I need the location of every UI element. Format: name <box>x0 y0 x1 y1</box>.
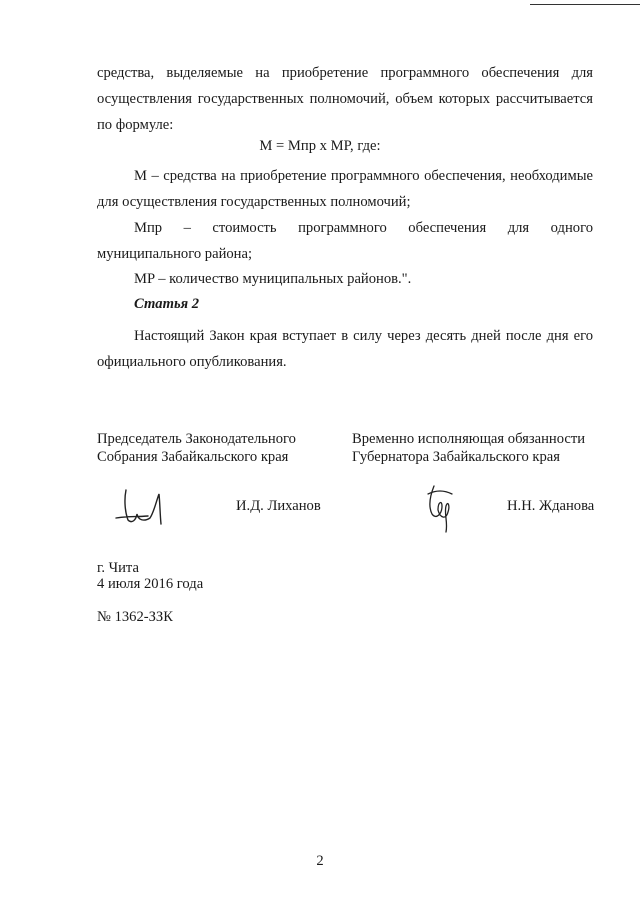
paragraph-article-2: Настоящий Закон края вступает в силу через десять дней после дня его официального опубликования. <box>97 328 593 370</box>
right-signatory-title <box>352 430 585 466</box>
formula: M = Mпр x MP, где: <box>259 138 381 154</box>
left-title-line-2: Собрания Забайкальского края <box>97 449 289 465</box>
right-handwritten-signature <box>422 480 462 538</box>
date: 4 июля 2016 года <box>97 576 204 592</box>
paragraph-mpr-definition: Mпр – стоимость программного обеспечения для одного муниципального района; <box>97 220 593 262</box>
article-heading: Статья 2 <box>134 296 200 312</box>
left-handwritten-signature <box>112 484 176 530</box>
law-number: № 1362-ЗЗК <box>97 609 173 625</box>
right-title-line-2: Губернатора Забайкальского края <box>352 449 560 465</box>
right-signatory-name: Н.Н. Жданова <box>507 498 595 514</box>
left-title-line-1: Председатель Законодательного <box>97 431 296 447</box>
left-signatory-name: И.Д. Лиханов <box>236 498 321 514</box>
right-title-line-1: Временно исполняющая обязанности <box>352 431 586 447</box>
paragraph-mr-definition: MP – количество муниципальных районов.". <box>134 271 412 287</box>
city: г. Чита <box>97 560 139 576</box>
paragraph-funds: средства, выделяемые на приобретение программного обеспечения для осуществления государственных полномочий, объем которых рассчитывается по формуле: <box>97 65 593 133</box>
page-number: 2 <box>316 853 324 869</box>
left-signatory-title <box>97 430 296 466</box>
top-rule <box>530 4 640 5</box>
paragraph-m-definition: M – средства на приобретение программного обеспечения, необходимые для осуществления государственных полномочий; <box>97 168 593 210</box>
